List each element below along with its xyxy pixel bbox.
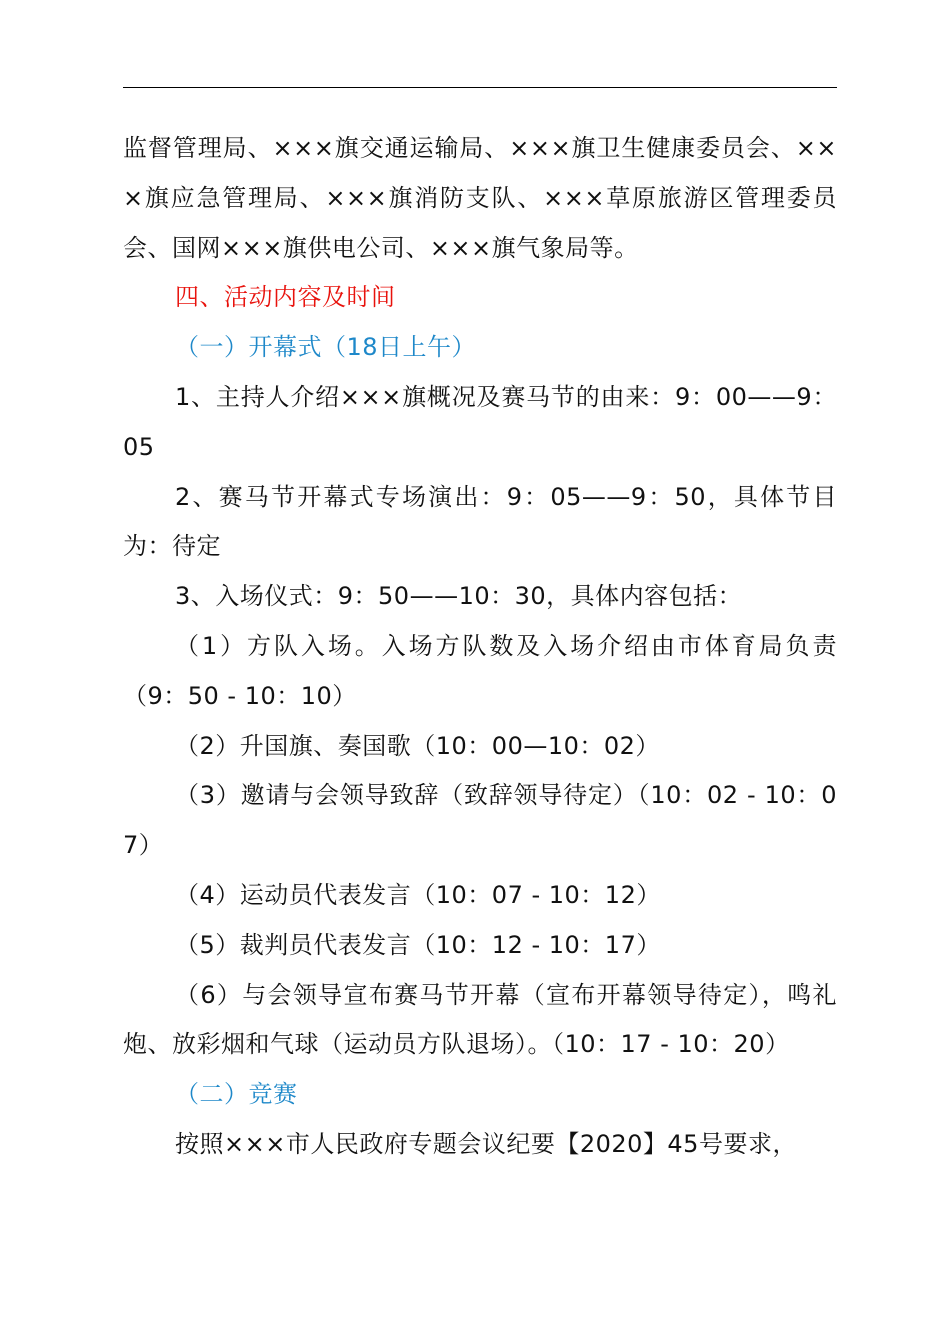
header-rule xyxy=(123,87,837,88)
subheading-competition: （二）竞赛 xyxy=(175,1080,298,1109)
subitem-flag-raising: （2）升国旗、奏国歌（10：00—10：02） xyxy=(175,731,660,760)
subitem-leader-speech: （3）邀请与会领导致辞（致辞领导待定）（10：02 - 10：07） xyxy=(123,781,837,860)
item-opening-performance: 2、赛马节开幕式专场演出：9：05——9：50，具体节目为：待定 xyxy=(123,482,837,561)
item-host-introduction: 1、主持人介绍×××旗概况及赛马节的由来：9：00——9：05 xyxy=(123,382,837,461)
document-body xyxy=(123,124,837,1170)
paragraph-agency-list: 监督管理局、×××旗交通运输局、×××旗卫生健康委员会、×××旗应急管理局、×××旗消防支队、×××草原旅游区管理委员会、国网×××旗供电公司、×××旗气象局等。 xyxy=(123,134,837,262)
section-heading-activities: 四、活动内容及时间 xyxy=(175,283,396,312)
paragraph-competition-intro: 按照×××市人民政府专题会议纪要【2020】45号要求， xyxy=(175,1129,797,1158)
subitem-team-entrance: （1）方队入场。入场方队数及入场介绍由市体育局负责（9：50 - 10：10） xyxy=(123,631,837,710)
subheading-opening-ceremony: （一）开幕式（18日上午） xyxy=(175,333,477,362)
subitem-referee-speech: （5）裁判员代表发言（10：12 - 10：17） xyxy=(175,930,661,959)
item-entrance-ceremony: 3、入场仪式：9：50——10：30，具体内容包括： xyxy=(175,582,743,611)
subitem-opening-declaration: （6）与会领导宣布赛马节开幕（宣布开幕领导待定），鸣礼炮、放彩烟和气球（运动员方队退场）。（10：17 - 10：20） xyxy=(123,980,837,1059)
subitem-athlete-speech: （4）运动员代表发言（10：07 - 10：12） xyxy=(175,880,661,909)
